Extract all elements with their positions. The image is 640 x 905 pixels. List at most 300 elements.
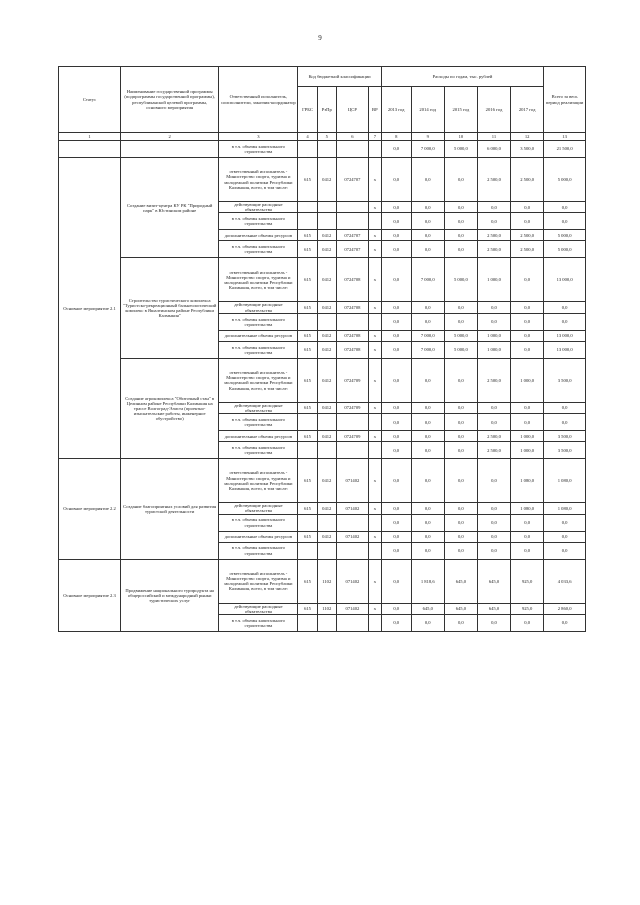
header-rzpr: РзПр: [317, 87, 336, 133]
year-value-cell: 0,0: [477, 542, 510, 559]
rzpr-cell: 0412: [317, 341, 336, 358]
executor-cell: действующие расходные обязательства: [219, 503, 298, 514]
year-value-cell: 0,0: [511, 330, 544, 341]
executor-cell: ответственный исполнитель - Министерство спорта, туризма и молодежной политики Республики Калмыкия, всего, в том числе:: [219, 158, 298, 202]
column-index-cell: 3: [219, 133, 298, 141]
year-value-cell: 2 500,0: [511, 241, 544, 258]
table-row: [59, 459, 586, 503]
grbs-cell: 615: [298, 503, 317, 514]
grbs-cell: 615: [298, 559, 317, 603]
year-value-cell: 0,0: [444, 442, 477, 459]
header-grbs: ГРБС: [298, 87, 317, 133]
vr-cell: x: [368, 241, 381, 258]
year-value-cell: 0,0: [511, 531, 544, 542]
year-value-cell: 0,0: [381, 442, 411, 459]
total-cell: 0,0: [544, 402, 586, 413]
grbs-cell: [298, 202, 317, 213]
year-value-cell: 0,0: [444, 542, 477, 559]
vr-cell: [368, 442, 381, 459]
column-index-cell: 2: [120, 133, 218, 141]
activity-name-cell: Создание благоприятных условий для развития туристской деятельности: [120, 459, 218, 559]
year-value-cell: 0,0: [444, 514, 477, 531]
year-value-cell: 5 000,0: [444, 330, 477, 341]
rzpr-cell: 0412: [317, 503, 336, 514]
year-value-cell: 0,0: [381, 213, 411, 230]
year-value-cell: 5 000,0: [444, 341, 477, 358]
year-value-cell: 6 000,0: [477, 141, 510, 158]
year-value-cell: 7 000,0: [411, 258, 444, 302]
rzpr-cell: [317, 313, 336, 330]
total-cell: 5 000,0: [544, 230, 586, 241]
rzpr-cell: 0412: [317, 431, 336, 442]
year-value-cell: 0,0: [381, 202, 411, 213]
column-index-cell: 1: [59, 133, 121, 141]
year-value-cell: 0,0: [444, 615, 477, 632]
rzpr-cell: [317, 514, 336, 531]
year-value-cell: 0,0: [411, 313, 444, 330]
grbs-cell: 615: [298, 302, 317, 313]
year-value-cell: 925,0: [511, 603, 544, 614]
year-value-cell: 0,0: [381, 615, 411, 632]
year-value-cell: 0,0: [511, 615, 544, 632]
year-value-cell: 645,0: [444, 603, 477, 614]
grbs-cell: 615: [298, 431, 317, 442]
year-value-cell: 0,0: [381, 341, 411, 358]
grbs-cell: [298, 615, 317, 632]
executor-cell: в т.ч. объемы капитального строительства: [219, 341, 298, 358]
rzpr-cell: 0412: [317, 230, 336, 241]
executor-cell: ответственный исполнитель - Министерство спорта, туризма и молодежной политики Республики Калмыкия, всего, в том числе:: [219, 258, 298, 302]
year-value-cell: 0,0: [411, 542, 444, 559]
rzpr-cell: 0412: [317, 459, 336, 503]
year-value-cell: 0,0: [444, 459, 477, 503]
activity-name-cell: [120, 141, 218, 158]
year-value-cell: 2 500,0: [511, 158, 544, 202]
year-value-cell: 0,0: [381, 542, 411, 559]
executor-cell: в т.ч. объемы капитального строительства: [219, 442, 298, 459]
executor-cell: ответственный исполнитель - Министерство спорта, туризма и молодежной политики Республики Калмыкия, всего, в том числе:: [219, 559, 298, 603]
year-value-cell: 5 000,0: [444, 141, 477, 158]
year-value-cell: 2 500,0: [477, 230, 510, 241]
total-cell: 13 000,0: [544, 341, 586, 358]
csr-cell: 071402: [336, 559, 368, 603]
year-value-cell: 645,0: [477, 559, 510, 603]
status-cell: Основное мероприятие 2.1: [59, 158, 121, 459]
executor-cell: в т.ч. объемы капитального строительства: [219, 615, 298, 632]
year-value-cell: 0,0: [511, 213, 544, 230]
year-value-cell: 0,0: [477, 402, 510, 413]
total-cell: 1 080,0: [544, 459, 586, 503]
year-value-cell: 2 500,0: [477, 241, 510, 258]
vr-cell: [368, 615, 381, 632]
csr-cell: 0724709: [336, 358, 368, 402]
table-row: [59, 258, 586, 302]
csr-cell: [336, 141, 368, 158]
total-cell: 3 500,0: [544, 442, 586, 459]
rzpr-cell: [317, 615, 336, 632]
year-value-cell: 0,0: [444, 358, 477, 402]
csr-cell: 0724708: [336, 258, 368, 302]
vr-cell: [368, 313, 381, 330]
year-value-cell: 0,0: [444, 503, 477, 514]
csr-cell: 071402: [336, 503, 368, 514]
table-row: [59, 559, 586, 603]
csr-cell: 071402: [336, 459, 368, 503]
year-value-cell: 0,0: [444, 202, 477, 213]
total-cell: 13 000,0: [544, 258, 586, 302]
year-value-cell: 0,0: [381, 603, 411, 614]
year-value-cell: 0,0: [411, 503, 444, 514]
year-value-cell: 0,0: [411, 158, 444, 202]
year-value-cell: 0,0: [411, 414, 444, 431]
year-value-cell: 0,0: [444, 402, 477, 413]
year-value-cell: 0,0: [381, 559, 411, 603]
vr-cell: x: [368, 258, 381, 302]
csr-cell: 0724707: [336, 241, 368, 258]
total-cell: 2 860,0: [544, 603, 586, 614]
table-row: [59, 158, 586, 202]
year-value-cell: 0,0: [477, 202, 510, 213]
year-value-cell: 0,0: [411, 442, 444, 459]
total-cell: 13 000,0: [544, 330, 586, 341]
column-index-cell: 4: [298, 133, 317, 141]
csr-cell: 0724709: [336, 431, 368, 442]
year-value-cell: 0,0: [381, 358, 411, 402]
grbs-cell: 615: [298, 330, 317, 341]
activity-name-cell: Создание агрокомплекса "Обиточный стан" в Целинном районе Республики Калмыкия на трассе Волгоград-Элиста (проектно-изыскательские работы, инженерное обустройство): [120, 358, 218, 458]
year-value-cell: 0,0: [511, 258, 544, 302]
year-value-cell: 0,0: [411, 615, 444, 632]
csr-cell: [336, 414, 368, 431]
csr-cell: [336, 514, 368, 531]
rzpr-cell: 0412: [317, 258, 336, 302]
year-value-cell: 0,0: [381, 230, 411, 241]
rzpr-cell: [317, 213, 336, 230]
total-cell: 1 080,0: [544, 503, 586, 514]
total-cell: 5 000,0: [544, 241, 586, 258]
vr-cell: x: [368, 341, 381, 358]
grbs-cell: 615: [298, 358, 317, 402]
grbs-cell: 615: [298, 241, 317, 258]
year-value-cell: 0,0: [411, 213, 444, 230]
page-number: 9: [318, 34, 322, 42]
column-index-cell: 7: [368, 133, 381, 141]
vr-cell: x: [368, 330, 381, 341]
vr-cell: x: [368, 503, 381, 514]
year-value-cell: 3 500,0: [511, 141, 544, 158]
rzpr-cell: 1102: [317, 559, 336, 603]
vr-cell: [368, 542, 381, 559]
header-expenses: Расходы по годам, тыс. рублей: [381, 67, 543, 87]
year-value-cell: 2 500,0: [477, 431, 510, 442]
year-value-cell: 0,0: [381, 258, 411, 302]
header-vr: ВР: [368, 87, 381, 133]
executor-cell: ответственный исполнитель - Министерство спорта, туризма и молодежной политики Республики Калмыкия, всего, в том числе:: [219, 459, 298, 503]
year-value-cell: 0,0: [477, 503, 510, 514]
header-name: Наименование государственной программы (подпрограммы государственной программы), республиканской целевой программы, основного мероприятия: [120, 67, 218, 133]
year-value-cell: 0,0: [511, 542, 544, 559]
year-value-cell: 0,0: [411, 459, 444, 503]
csr-cell: [336, 542, 368, 559]
total-cell: 0,0: [544, 302, 586, 313]
csr-cell: 071402: [336, 603, 368, 614]
csr-cell: [336, 202, 368, 213]
rzpr-cell: [317, 202, 336, 213]
vr-cell: x: [368, 531, 381, 542]
year-value-cell: 2 500,0: [511, 230, 544, 241]
year-value-cell: 645,0: [411, 603, 444, 614]
csr-cell: 0724708: [336, 302, 368, 313]
header-year: 2015 год: [444, 87, 477, 133]
year-value-cell: 2 500,0: [477, 158, 510, 202]
executor-cell: дополнительные объемы ресурсов: [219, 230, 298, 241]
grbs-cell: [298, 514, 317, 531]
executor-cell: в т.ч. объемы капитального строительства: [219, 514, 298, 531]
total-cell: 5 000,0: [544, 158, 586, 202]
rzpr-cell: 0412: [317, 531, 336, 542]
vr-cell: x: [368, 230, 381, 241]
header-executor: Ответственный исполнитель, соисполнители, заказчик-координатор: [219, 67, 298, 133]
executor-cell: в т.ч. объемы капитального строительства: [219, 313, 298, 330]
year-value-cell: 7 000,0: [411, 330, 444, 341]
year-value-cell: 1 000,0: [511, 442, 544, 459]
executor-cell: дополнительные объемы ресурсов: [219, 431, 298, 442]
year-value-cell: 0,0: [511, 514, 544, 531]
csr-cell: [336, 615, 368, 632]
csr-cell: 0724708: [336, 330, 368, 341]
csr-cell: [336, 213, 368, 230]
year-value-cell: 0,0: [381, 402, 411, 413]
year-value-cell: 0,0: [381, 158, 411, 202]
status-cell: Основное мероприятие 2.2: [59, 459, 121, 559]
year-value-cell: 0,0: [411, 230, 444, 241]
year-value-cell: 0,0: [381, 330, 411, 341]
year-value-cell: 5 000,0: [444, 258, 477, 302]
year-value-cell: 0,0: [444, 241, 477, 258]
year-value-cell: 0,0: [477, 514, 510, 531]
year-value-cell: 0,0: [381, 531, 411, 542]
rzpr-cell: 0412: [317, 358, 336, 402]
year-value-cell: 0,0: [381, 414, 411, 431]
year-value-cell: 2 500,0: [477, 358, 510, 402]
status-cell: Основное мероприятие 2.3: [59, 559, 121, 631]
vr-cell: x: [368, 358, 381, 402]
year-value-cell: 7 000,0: [411, 341, 444, 358]
year-value-cell: 0,0: [511, 313, 544, 330]
column-index-cell: 12: [511, 133, 544, 141]
table-row: [59, 358, 586, 402]
executor-cell: в т.ч. объемы капитального строительства: [219, 542, 298, 559]
executor-cell: в т.ч. объемы капитального строительства: [219, 241, 298, 258]
rzpr-cell: [317, 414, 336, 431]
year-value-cell: 0,0: [444, 313, 477, 330]
header-year: 2013 год: [381, 87, 411, 133]
total-cell: 21 500,0: [544, 141, 586, 158]
table-row: [59, 141, 586, 158]
grbs-cell: 615: [298, 230, 317, 241]
grbs-cell: 615: [298, 258, 317, 302]
header-year: 2017 год: [511, 87, 544, 133]
header-csr: ЦСР: [336, 87, 368, 133]
activity-name-cell: Создание визит-центра КУ РК "Природный парк" в Юстинском районе: [120, 158, 218, 258]
total-cell: 3 500,0: [544, 358, 586, 402]
rzpr-cell: 0412: [317, 241, 336, 258]
year-value-cell: 0,0: [381, 503, 411, 514]
header-status: Статус: [59, 67, 121, 133]
csr-cell: 071402: [336, 531, 368, 542]
year-value-cell: 0,0: [381, 313, 411, 330]
year-value-cell: 0,0: [381, 514, 411, 531]
total-cell: 0,0: [544, 542, 586, 559]
executor-cell: в т.ч. объемы капитального строительства: [219, 414, 298, 431]
table-body: [59, 141, 586, 632]
grbs-cell: [298, 414, 317, 431]
year-value-cell: 0,0: [444, 531, 477, 542]
status-cell: [59, 141, 121, 158]
year-value-cell: 0,0: [381, 141, 411, 158]
year-value-cell: 0,0: [411, 531, 444, 542]
column-index-cell: 5: [317, 133, 336, 141]
year-value-cell: 0,0: [411, 431, 444, 442]
column-index-cell: 10: [444, 133, 477, 141]
year-value-cell: 0,0: [511, 302, 544, 313]
rzpr-cell: [317, 141, 336, 158]
year-value-cell: 0,0: [444, 302, 477, 313]
column-index-row: [59, 133, 586, 141]
year-value-cell: 1 818,6: [411, 559, 444, 603]
year-value-cell: 925,0: [511, 559, 544, 603]
year-value-cell: 0,0: [444, 431, 477, 442]
year-value-cell: 0,0: [477, 313, 510, 330]
executor-cell: действующие расходные обязательства: [219, 202, 298, 213]
year-value-cell: 0,0: [511, 341, 544, 358]
year-value-cell: 0,0: [381, 241, 411, 258]
grbs-cell: 615: [298, 603, 317, 614]
column-index-cell: 8: [381, 133, 411, 141]
csr-cell: [336, 442, 368, 459]
vr-cell: x: [368, 158, 381, 202]
year-value-cell: 0,0: [381, 431, 411, 442]
year-value-cell: 0,0: [444, 158, 477, 202]
year-value-cell: 0,0: [381, 302, 411, 313]
rzpr-cell: 0412: [317, 158, 336, 202]
year-value-cell: 0,0: [511, 202, 544, 213]
vr-cell: [368, 514, 381, 531]
vr-cell: x: [368, 431, 381, 442]
activity-name-cell: Продвижение национального турпродукта на общероссийский и международный рынки туристических услуг: [120, 559, 218, 631]
vr-cell: x: [368, 559, 381, 603]
year-value-cell: 1 080,0: [511, 459, 544, 503]
grbs-cell: [298, 141, 317, 158]
year-value-cell: 0,0: [444, 213, 477, 230]
budget-table: [58, 66, 586, 632]
header-year: 2016 год: [477, 87, 510, 133]
grbs-cell: [298, 542, 317, 559]
rzpr-cell: 1102: [317, 603, 336, 614]
column-index-cell: 6: [336, 133, 368, 141]
vr-cell: x: [368, 459, 381, 503]
year-value-cell: 645,0: [444, 559, 477, 603]
vr-cell: x: [368, 603, 381, 614]
year-value-cell: 1 000,0: [477, 341, 510, 358]
grbs-cell: 615: [298, 531, 317, 542]
year-value-cell: 0,0: [411, 358, 444, 402]
executor-cell: дополнительные объемы ресурсов: [219, 531, 298, 542]
year-value-cell: 0,0: [444, 414, 477, 431]
year-value-cell: 0,0: [411, 241, 444, 258]
executor-cell: дополнительные объемы ресурсов: [219, 330, 298, 341]
grbs-cell: 615: [298, 402, 317, 413]
total-cell: 3 500,0: [544, 431, 586, 442]
vr-cell: x: [368, 402, 381, 413]
csr-cell: [336, 313, 368, 330]
rzpr-cell: 0412: [317, 330, 336, 341]
year-value-cell: 1 000,0: [477, 330, 510, 341]
year-value-cell: 2 500,0: [477, 442, 510, 459]
year-value-cell: 7 000,0: [411, 141, 444, 158]
year-value-cell: 0,0: [477, 302, 510, 313]
total-cell: 4 033,6: [544, 559, 586, 603]
grbs-cell: 615: [298, 341, 317, 358]
year-value-cell: 0,0: [511, 414, 544, 431]
grbs-cell: [298, 213, 317, 230]
year-value-cell: 0,0: [411, 202, 444, 213]
executor-cell: действующие расходные обязательства: [219, 302, 298, 313]
executor-cell: в т.ч. объемы капитального строительства: [219, 213, 298, 230]
rzpr-cell: 0412: [317, 302, 336, 313]
total-cell: 0,0: [544, 615, 586, 632]
activity-name-cell: Строительство туристического комплекса "Туристско-рекреационный бальнеологический комплекс в Яшалтинском районе Республики Калмыкия": [120, 258, 218, 358]
total-cell: 0,0: [544, 414, 586, 431]
header-total: Всего за весь период реализации: [544, 67, 586, 133]
year-value-cell: 1 000,0: [477, 258, 510, 302]
vr-cell: x: [368, 302, 381, 313]
total-cell: 0,0: [544, 531, 586, 542]
vr-cell: x: [368, 202, 381, 213]
year-value-cell: 0,0: [477, 615, 510, 632]
total-cell: 0,0: [544, 313, 586, 330]
rzpr-cell: 0412: [317, 402, 336, 413]
year-value-cell: 0,0: [477, 531, 510, 542]
year-value-cell: 1 000,0: [511, 431, 544, 442]
year-value-cell: 1 080,0: [511, 503, 544, 514]
year-value-cell: 645,0: [477, 603, 510, 614]
rzpr-cell: [317, 442, 336, 459]
csr-cell: 0724709: [336, 402, 368, 413]
header-budget-code: Код бюджетной классификации: [298, 67, 381, 87]
year-value-cell: 0,0: [477, 459, 510, 503]
executor-cell: в т.ч. объемы капитального строительства: [219, 141, 298, 158]
year-value-cell: 1 000,0: [511, 358, 544, 402]
header-year: 2014 год: [411, 87, 444, 133]
csr-cell: 0724707: [336, 158, 368, 202]
column-index-cell: 13: [544, 133, 586, 141]
grbs-cell: [298, 313, 317, 330]
vr-cell: [368, 213, 381, 230]
column-index-cell: 9: [411, 133, 444, 141]
column-index-cell: 11: [477, 133, 510, 141]
grbs-cell: 615: [298, 158, 317, 202]
year-value-cell: 0,0: [477, 414, 510, 431]
vr-cell: [368, 141, 381, 158]
total-cell: 0,0: [544, 213, 586, 230]
year-value-cell: 0,0: [444, 230, 477, 241]
csr-cell: 0724708: [336, 341, 368, 358]
year-value-cell: 0,0: [411, 302, 444, 313]
executor-cell: действующие расходные обязательства: [219, 402, 298, 413]
year-value-cell: 0,0: [411, 402, 444, 413]
year-value-cell: 0,0: [477, 213, 510, 230]
